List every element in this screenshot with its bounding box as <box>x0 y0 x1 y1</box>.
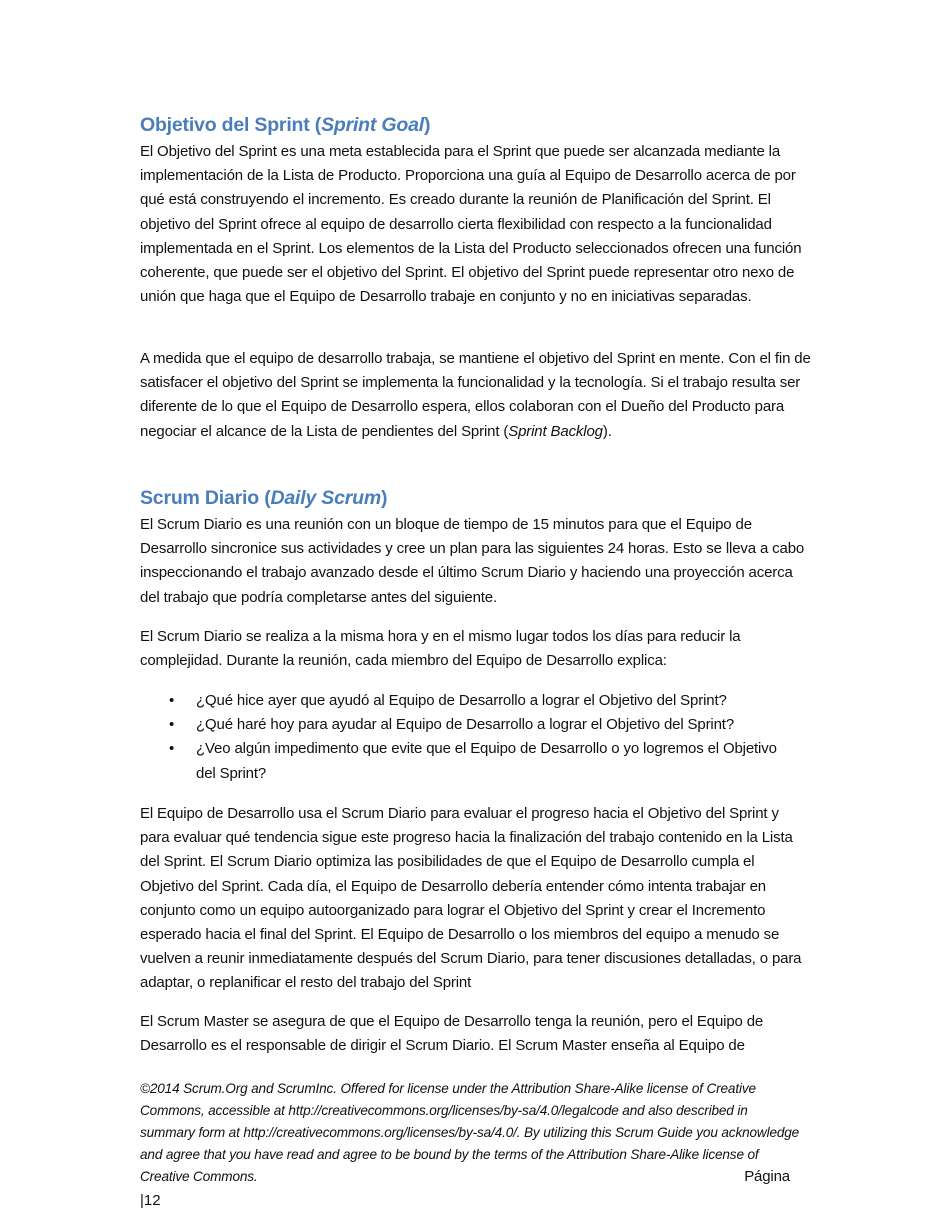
paragraph-sprint-goal-2-italic: Sprint Backlog <box>508 422 603 440</box>
bullet-icon: • <box>169 716 175 734</box>
heading-sprint-goal-text: Objetivo del Sprint ( <box>140 114 322 136</box>
paragraph-daily-scrum-3: El Equipo de Desarrollo usa el Scrum Diario para evaluar el progreso hacia el Objetivo del Sprint y para evaluar qué tendencia sigue este progreso hacia la finalización del trabajo contenido en la Lista del Sprint. El Scrum Diario optimiza las posibilidades de que el Equipo de Desarrollo cumpla el Objetivo del Sprint. Cada día, el Equipo de Desarrollo debería entender cómo intenta trabajar en conjunto como un equipo autoorganizado para lograr el Objetivo del Sprint y crear el Incremento esperado hacia el final del Sprint. El Equipo de Desarrollo o los miembros del equipo a menudo se vuelven a reunir inmediatamente después del Scrum Diario, para tener discusiones detalladas, o para adaptar, o replanificar el resto del trabajo del Sprint <box>140 805 802 992</box>
list-item-text: ¿Qué hice ayer que ayudó al Equipo de Desarrollo a lograr el Objetivo del Sprint? <box>196 692 727 709</box>
list-item <box>140 689 812 713</box>
list-item-text: ¿Veo algún impedimento que evite que el Equipo de Desarrollo o yo logremos el Objetivo del Sprint? <box>196 740 777 782</box>
paragraph-sprint-goal-1: El Objetivo del Sprint es una meta establecida para el Sprint que puede ser alcanzada mediante la implementación de la Lista de Producto. Proporciona una guía al Equipo de Desarrollo acerca de por qué está construyendo el incremento. Es creado durante la reunión de Planificación del Sprint. El objetivo del Sprint ofrece al equipo de desarrollo cierta flexibilidad con respecto a la funcionalidad implementada en el Sprint. Los elementos de la Lista del Producto seleccionados ofrecen una función coherente, que puede ser el objetivo del Sprint. El objetivo del Sprint puede representar otro nexo de unión que haga que el Equipo de Desarrollo trabaje en conjunto y no en iniciativas separadas. <box>140 143 802 306</box>
heading-sprint-goal-close: ) <box>423 114 431 136</box>
paragraph-daily-scrum-2: El Scrum Diario se realiza a la misma hora y en el mismo lugar todos los días para reducir la complejidad. Durante la reunión, cada miembro del Equipo de Desarrollo explica: <box>140 628 741 670</box>
paragraph-daily-scrum-4: El Scrum Master se asegura de que el Equipo de Desarrollo tenga la reunión, pero el Equipo de Desarrollo es el responsable de dirigir el Scrum Diario. El Scrum Master enseña al Equipo de <box>140 1013 764 1055</box>
page-label: Página <box>744 1168 790 1185</box>
heading-daily-scrum-italic: Daily Scrum <box>270 487 381 509</box>
heading-sprint-goal <box>140 112 430 138</box>
daily-scrum-questions-list <box>140 689 812 786</box>
heading-daily-scrum-close: ) <box>381 487 388 509</box>
list-item-text: ¿Qué haré hoy para ayudar al Equipo de Desarrollo a lograr el Objetivo del Sprint? <box>196 716 735 734</box>
license-footer <box>140 1078 805 1188</box>
bullet-icon: • <box>169 740 175 758</box>
license-text: ©2014 Scrum.Org and ScrumInc. Offered for license under the Attribution Share-Alike license of Creative Commons, accessible at http://creativecommons.org/licenses/by-sa/4.0/legalcode and also described in summary form at http://creativecommons.org/licenses/by-sa/4.0/. By utilizing this Scrum Guide you acknowledge and agree that you have read and agree to be bound by the terms of the Attribution Share-Alike license of Creative Commons. <box>140 1081 800 1184</box>
heading-daily-scrum <box>140 485 387 511</box>
page-number: |12 <box>140 1192 161 1209</box>
paragraph-sprint-goal-2-close: ). <box>602 422 612 440</box>
list-item <box>140 713 812 737</box>
paragraph-sprint-goal-2 <box>140 347 812 444</box>
heading-sprint-goal-italic: Sprint Goal <box>321 114 424 136</box>
paragraph-sprint-goal-2-text: A medida que el equipo de desarrollo trabaja, se mantiene el objetivo del Sprint en mente. Con el fin de satisfacer el objetivo del Sprint se implementa la funcionalidad y la tecnología. Si el trabajo resulta ser diferente de lo que el Equipo de Desarrollo espera, ellos colaboran con el Dueño del Producto para negociar el alcance de la Lista de pendientes del Sprint ( <box>140 350 811 440</box>
heading-daily-scrum-text: Scrum Diario ( <box>140 487 271 509</box>
paragraph-daily-scrum-1: El Scrum Diario es una reunión con un bloque de tiempo de 15 minutos para que el Equipo de Desarrollo sincronice sus actividades y cree un plan para las siguientes 24 horas. Esto se lleva a cabo inspeccionando el trabajo avanzado desde el último Scrum Diario y haciendo una proyección acerca del trabajo que podría completarse antes del siguiente. <box>140 516 805 606</box>
list-item <box>140 737 796 785</box>
bullet-icon: • <box>169 692 175 709</box>
